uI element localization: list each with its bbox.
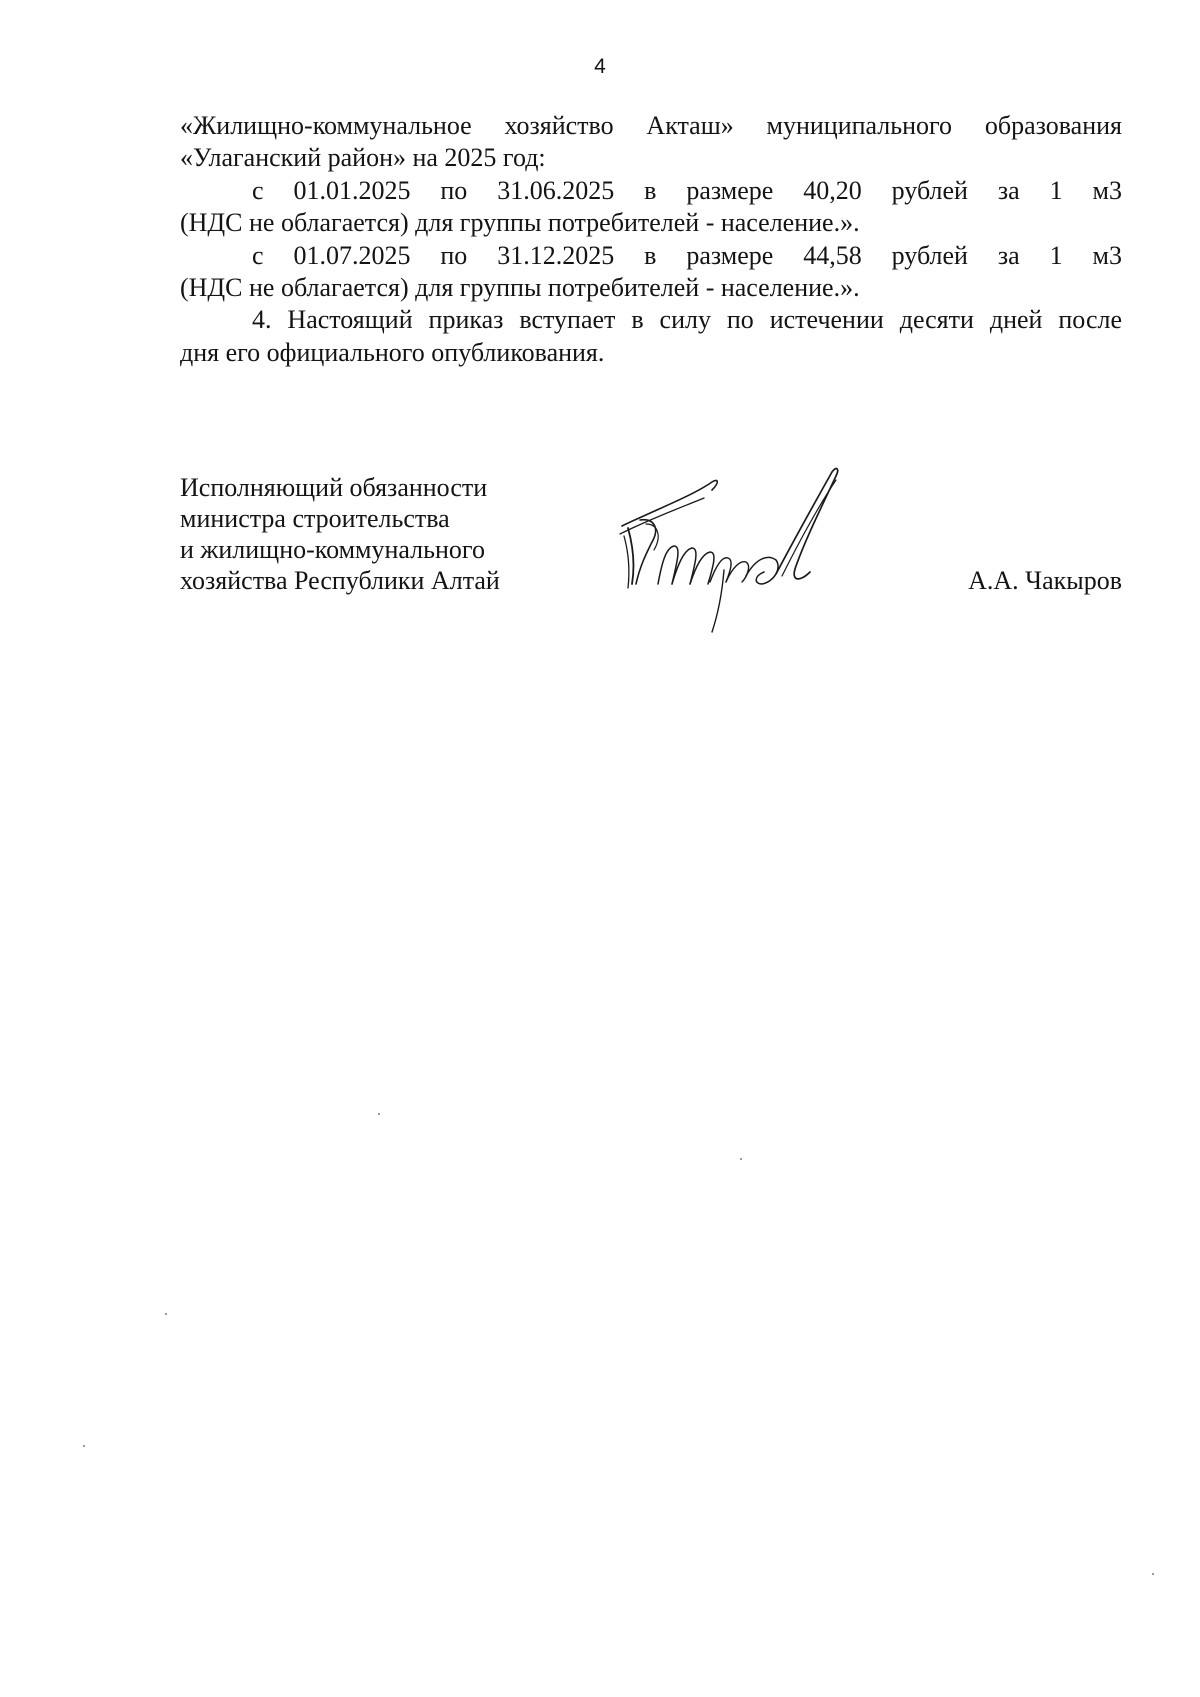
scan-speck (83, 1445, 85, 1447)
paragraph-tariff-second-half (180, 240, 1122, 305)
paragraph-tariff-first-half (180, 175, 1122, 240)
scan-speck (740, 1158, 742, 1160)
paragraph-line: дня его официального опубликования. (180, 337, 605, 367)
paragraph-line: «Улаганский район» на 2025 год: (180, 143, 546, 173)
scan-speck (165, 1313, 167, 1315)
paragraph-line: (НДС не облагается) для группы потребителей - население.». (180, 273, 860, 303)
signer-position-line: хозяйства Республики Алтай (180, 566, 500, 595)
paragraph-organization (180, 110, 1122, 175)
paragraph-line: (НДС не облагается) для группы потребителей - население.». (180, 208, 860, 238)
signer-position-line: министра строительства (180, 504, 450, 533)
signature-block (180, 472, 1122, 642)
handwritten-signature (600, 462, 860, 637)
paragraph-line: с 01.01.2025 по 31.06.2025 в размере 40,20 рублей за 1 м3 (252, 175, 1122, 205)
scan-speck (378, 1113, 380, 1115)
scan-speck (1152, 1573, 1154, 1575)
paragraph-line: 4. Настоящий приказ вступает в силу по истечении десяти дней после (252, 305, 1122, 335)
paragraph-line: с 01.07.2025 по 31.12.2025 в размере 44,58 рублей за 1 м3 (252, 240, 1122, 270)
signer-name: А.А. Чакыров (968, 566, 1122, 595)
paragraph-line: «Жилищно-коммунальное хозяйство Акташ» муниципального образования (180, 111, 1122, 140)
paragraph-effective-date (180, 304, 1122, 369)
signer-position-line: и жилищно-коммунального (180, 535, 485, 564)
signer-position-line: Исполняющий обязанности (180, 473, 488, 502)
document-body (180, 110, 1122, 369)
page-number: 4 (594, 55, 606, 78)
signer-position (180, 472, 500, 596)
